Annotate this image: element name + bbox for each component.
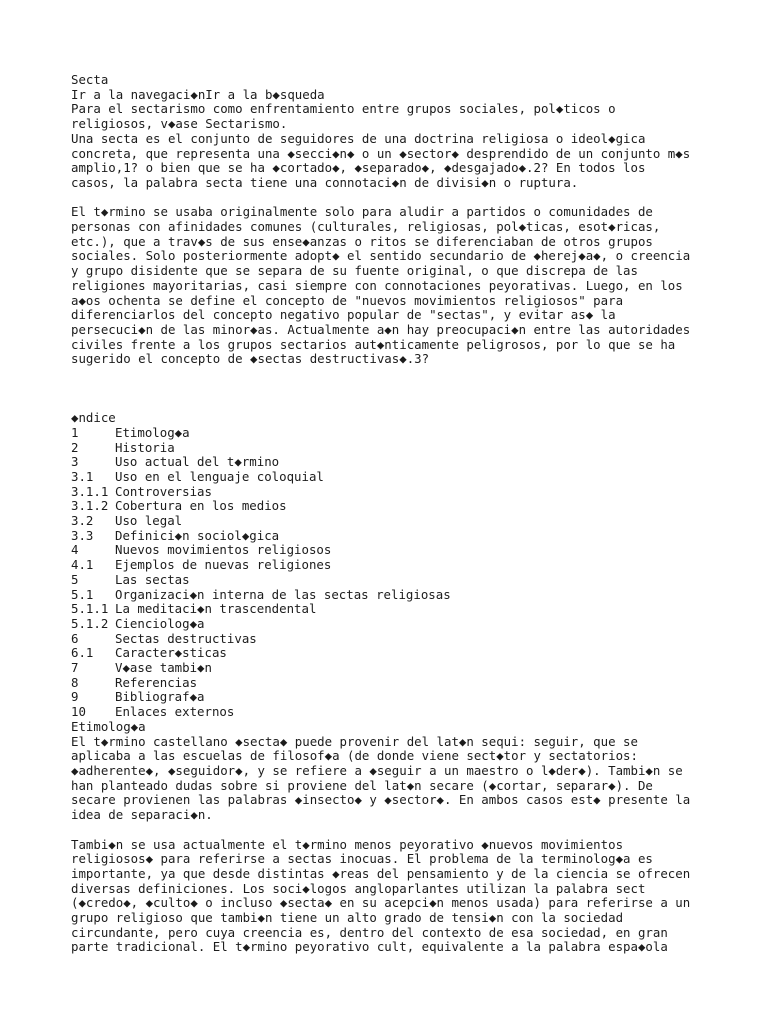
toc-number: 3 (71, 454, 79, 470)
toc-item[interactable] (71, 499, 711, 514)
toc-number: 5.1.2 (71, 615, 109, 631)
table-of-contents (71, 411, 711, 720)
toc-number: 4.1 (71, 557, 94, 573)
toc-number: 3.2 (71, 513, 94, 529)
toc-label: Sectas destructivas (115, 630, 257, 646)
toc-item[interactable] (71, 441, 711, 456)
toc-item[interactable] (71, 573, 711, 588)
text-line: Tambi◆n se usa actualmente el t◆rmino menos peyorativo ◆nuevos movimientos (71, 836, 624, 852)
toc-item[interactable] (71, 632, 711, 647)
toc-number: 5 (71, 571, 79, 587)
toc-number: 9 (71, 689, 79, 705)
toc-label: La meditaci◆n trascendental (115, 601, 317, 617)
spacer (71, 396, 711, 411)
toc-number: 1 (71, 424, 79, 440)
text-line: Para el sectarismo como enfrentamiento entre grupos sociales, pol◆ticos o (71, 101, 616, 117)
toc-item[interactable] (71, 602, 711, 617)
text-line: importante, ya que desde distintas ◆reas del pensamiento y de la ciencia se ofrecen (71, 865, 691, 881)
text-line: y grupo disidente que se separa de su fuente original, o que discrepa de las (71, 263, 638, 279)
toc-item[interactable] (71, 558, 711, 573)
toc-number: 3.1.2 (71, 498, 109, 514)
text-line: secare provienen las palabras ◆insecto◆ y ◆sector◆. En ambos casos est◆ presente la (71, 792, 691, 808)
intro-paragraph (71, 132, 711, 191)
toc-label: Uso en el lenguaje coloquial (115, 468, 324, 484)
toc-item[interactable] (71, 514, 711, 529)
text-line: sugerido el concepto de ◆sectas destructivas◆.3? (71, 351, 430, 367)
toc-item[interactable] (71, 588, 711, 603)
text-line: diferenciarlos del concepto negativo popular de "sectas", y evitar as◆ la (71, 307, 616, 323)
toc-item[interactable] (71, 426, 711, 441)
text-line: El t◆rmino castellano ◆secta◆ puede provenir del lat◆n sequi: seguir, que se (71, 733, 638, 749)
toc-label: Uso actual del t◆rmino (115, 454, 280, 470)
spacer (71, 823, 711, 838)
document-page (71, 73, 711, 955)
toc-item[interactable] (71, 617, 711, 632)
text-line: sociales. Solo posteriormente adopt◆ el sentido secundario de ◆herej◆a◆, o creencia (71, 248, 691, 264)
toc-item[interactable] (71, 676, 711, 691)
text-line: diversas definiciones. Los soci◆logos angloparlantes utilizan la palabra sect (71, 880, 646, 896)
text-line: grupo religioso que tambi◆n tiene un alto grado de tensi◆n con la sociedad (71, 910, 624, 926)
toc-number: 5.1 (71, 586, 94, 602)
toc-number: 3.1 (71, 468, 94, 484)
toc-number: 3.3 (71, 527, 94, 543)
toc-item[interactable] (71, 455, 711, 470)
toc-item[interactable] (71, 529, 711, 544)
toc-label: Caracter◆sticas (115, 645, 227, 661)
toc-label: Definici◆n sociol◆gica (115, 527, 280, 543)
toc-label: V◆ase tambi◆n (115, 660, 212, 676)
text-line: ◆adherente◆, ◆seguidor◆, y se refiere a ◆seguir a un maestro o l◆der◆). Tambi◆n se (71, 763, 683, 778)
article-title: Secta (71, 72, 109, 87)
text-line: religiosos, v◆ase Sectarismo. (71, 116, 288, 132)
toc-number: 6.1 (71, 645, 94, 661)
toc-label: Las sectas (115, 571, 190, 587)
text-line: aplicaba a las escuelas de filosof◆a (de donde viene sect◆tor y sectatorios: (71, 748, 638, 764)
toc-number: 2 (71, 439, 79, 455)
text-line: parte tradicional. El t◆rmino peyorativo cult, equivalente a la palabra espa◆ola (71, 939, 668, 955)
text-line: casos, la palabra secta tiene una connotaci◆n de divisi◆n o ruptura. (71, 174, 579, 190)
spacer (71, 191, 711, 206)
toc-label: Referencias (115, 674, 198, 690)
disambiguation-note (71, 102, 711, 131)
toc-item[interactable] (71, 690, 711, 705)
toc-number: 8 (71, 674, 79, 690)
text-line: religiosos◆ para referirse a sectas inocuas. El problema de la terminolog◆a es (71, 851, 653, 867)
text-line: han planteado dudas sobre si proviene del lat◆n secare (◆cortar, separar◆). De (71, 777, 653, 793)
text-line: civiles frente a los grupos sectarios aut◆nticamente peligrosos, por lo que se ha (71, 336, 676, 352)
text-line: persecuci◆n de las minor◆as. Actualmente a◆n hay preocupaci◆n entre las autoridades (71, 321, 691, 337)
text-line: a◆os ochenta se define el concepto de "nuevos movimientos religiosos" para (71, 292, 624, 308)
toc-number: 10 (71, 704, 86, 720)
toc-label: Nuevos movimientos religiosos (115, 542, 332, 558)
toc-label: Organizaci◆n interna de las sectas religiosas (115, 586, 451, 602)
text-line: Una secta es el conjunto de seguidores de una doctrina religiosa o ideol◆gica (71, 130, 646, 146)
toc-item[interactable] (71, 485, 711, 500)
etymology-paragraph (71, 735, 711, 823)
toc-number: 5.1.1 (71, 601, 109, 617)
terminology-paragraph (71, 838, 711, 956)
toc-number: 4 (71, 542, 79, 558)
toc-label: Ejemplos de nuevas religiones (115, 557, 332, 573)
text-line: circundante, pero cuya creencia es, dentro del contexto de esa sociedad, en gran (71, 924, 668, 940)
text-line: concreta, que representa una ◆secci◆n◆ o un ◆sector◆ desprendido de un conjunto m◆s (71, 145, 691, 161)
toc-number: 3.1.1 (71, 483, 109, 499)
history-paragraph (71, 205, 711, 367)
toc-item[interactable] (71, 646, 711, 661)
toc-label: Uso legal (115, 513, 183, 529)
toc-label: Etimolog◆a (115, 424, 190, 440)
text-line: personas con afinidades comunes (culturales, religiosas, pol◆ticas, esot◆ricas, (71, 219, 661, 235)
toc-item[interactable] (71, 543, 711, 558)
text-line: amplio,1? o bien que se ha ◆cortado◆, ◆separado◆, ◆desgajado◆.2? En todos los (71, 160, 646, 176)
navigation-links[interactable]: Ir a la navegaci◆nIr a la b◆squeda (71, 86, 325, 102)
section-heading: Etimolog◆a (71, 718, 146, 734)
text-line: religiones mayoritarias, casi siempre con connotaciones peyorativas. Luego, en los (71, 277, 683, 293)
toc-label: Cienciolog◆a (115, 615, 205, 631)
text-line: (◆credo◆, ◆culto◆ o incluso ◆secta◆ en su acepci◆n menos usada) para referirse a un (71, 895, 691, 911)
toc-item[interactable] (71, 705, 711, 720)
toc-item[interactable] (71, 470, 711, 485)
toc-number: 7 (71, 660, 79, 676)
text-line: El t◆rmino se usaba originalmente solo para aludir a partidos o comunidades de (71, 204, 653, 220)
toc-item[interactable] (71, 661, 711, 676)
text-line: etc.), que a trav◆s de sus ense◆anzas o ritos se diferenciaban de otros grupos (71, 233, 653, 249)
toc-label: Cobertura en los medios (115, 498, 287, 514)
toc-label: Enlaces externos (115, 704, 235, 720)
toc-label: Controversias (115, 483, 212, 499)
toc-label: Bibliograf◆a (115, 689, 205, 705)
text-line: idea de separaci◆n. (71, 807, 213, 823)
spacer (71, 367, 711, 396)
toc-label: Historia (115, 439, 175, 455)
toc-title: ◆ndice (71, 410, 116, 426)
toc-number: 6 (71, 630, 79, 646)
